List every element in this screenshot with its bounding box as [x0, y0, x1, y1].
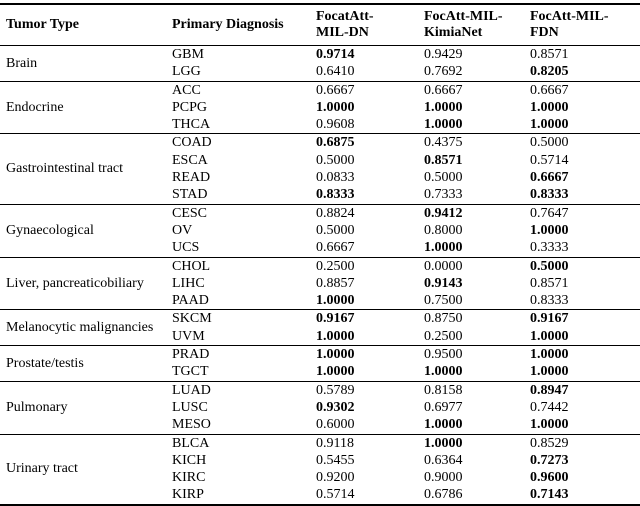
metric-value: 0.9118	[316, 434, 424, 452]
table-header	[0, 4, 640, 46]
metric-value: 1.0000	[530, 99, 569, 115]
tumor-type-label: Endocrine	[0, 81, 172, 134]
metric-value: 1.0000	[424, 434, 530, 452]
diagnosis-label: LIHC	[172, 275, 205, 291]
metric-value: 0.6000	[316, 417, 355, 433]
col-header-model3-line2: FDN	[530, 25, 559, 40]
metric-value: 0.8205	[530, 64, 569, 80]
metric-value: 1.0000	[530, 328, 569, 344]
diagnosis-label: KIRC	[172, 470, 206, 486]
metric-value: 0.9412	[424, 204, 530, 222]
col-header-focatt-mil-fdn	[530, 4, 640, 46]
metric-value: 1.0000	[316, 99, 355, 115]
metric-value: 0.5000	[316, 152, 355, 168]
metric-value: 0.5000	[316, 222, 355, 238]
metric-value: 1.0000	[530, 417, 569, 433]
col-header-model2-line1: FocAtt-MIL-	[424, 9, 503, 24]
metric-value: 0.6977	[424, 399, 463, 415]
col-header-tumor-type	[0, 4, 172, 46]
metric-value: 1.0000	[424, 240, 463, 256]
metric-value: 1.0000	[424, 99, 463, 115]
metric-value: 1.0000	[530, 346, 640, 364]
diagnosis-label: MESO	[172, 417, 211, 433]
metric-value: 0.5455	[316, 452, 355, 468]
metric-value: 0.9167	[530, 310, 640, 328]
metric-value: 0.8529	[530, 434, 640, 452]
metric-value: 0.5789	[316, 381, 424, 399]
metric-value: 0.8571	[530, 47, 569, 62]
metric-value: 0.8857	[316, 275, 355, 291]
metric-value: 0.7442	[530, 399, 569, 415]
tumor-type-label: Gastrointestinal tract	[0, 134, 172, 204]
metric-value: 0.8158	[424, 381, 530, 399]
metric-value: 1.0000	[316, 293, 355, 309]
diagnosis-label: PCPG	[172, 99, 208, 115]
table-row	[0, 434, 640, 452]
metric-value: 0.7692	[424, 64, 463, 80]
diagnosis-label: TGCT	[172, 364, 209, 380]
table-row	[0, 381, 640, 399]
tumor-type-label: Urinary tract	[0, 434, 172, 505]
metric-value: 0.6667	[316, 81, 424, 99]
metric-value: 0.0833	[316, 170, 355, 186]
metric-value: 0.8750	[424, 310, 530, 328]
metric-value: 1.0000	[316, 328, 355, 344]
metric-value: 0.9200	[316, 470, 355, 486]
metric-value: 0.4375	[424, 134, 530, 152]
diagnosis-label: READ	[172, 170, 211, 186]
col-header-primary-diagnosis-label: Primary Diagnosis	[172, 17, 284, 32]
metric-value: 0.2500	[316, 257, 424, 275]
metric-value: 0.6667	[424, 81, 530, 99]
diagnosis-label: PRAD	[172, 346, 316, 364]
diagnosis-label: UCS	[172, 240, 200, 256]
metric-value: 0.5000	[530, 257, 640, 275]
metric-value: 0.6786	[424, 487, 463, 503]
metric-value: 0.8000	[424, 222, 463, 238]
metric-value: 0.9714	[316, 47, 355, 62]
col-header-primary-diagnosis	[172, 4, 316, 46]
diagnosis-label: LUSC	[172, 399, 208, 415]
table-row	[0, 204, 640, 222]
metric-value: 0.8333	[530, 293, 569, 309]
diagnosis-label: COAD	[172, 134, 316, 152]
metric-value: 0.7143	[530, 487, 569, 503]
metric-value: 0.8947	[530, 381, 640, 399]
diagnosis-label: LUAD	[172, 381, 316, 399]
metric-value: 0.8333	[316, 187, 355, 203]
diagnosis-label: CESC	[172, 204, 316, 222]
metric-value: 0.5714	[316, 487, 355, 503]
diagnosis-label: PAAD	[172, 293, 209, 309]
col-header-focatatt-mil-dn	[316, 4, 424, 46]
metric-value: 0.8571	[424, 152, 463, 168]
metric-value: 0.3333	[530, 240, 569, 256]
diagnosis-label: CHOL	[172, 257, 316, 275]
metric-value: 0.6667	[530, 81, 640, 99]
col-header-model3-line1: FocAtt-MIL-	[530, 9, 609, 24]
metric-value: 0.7647	[530, 204, 640, 222]
metric-value: 0.6667	[530, 170, 569, 186]
metric-value: 0.8824	[316, 204, 424, 222]
metric-value: 0.6667	[316, 240, 355, 256]
table-row	[0, 346, 640, 364]
diagnosis-label: KIRP	[172, 487, 204, 503]
metric-value: 1.0000	[424, 417, 463, 433]
metric-value: 0.0000	[424, 257, 530, 275]
diagnosis-label: KICH	[172, 452, 207, 468]
diagnosis-label: UVM	[172, 328, 205, 344]
metric-value: 0.9429	[424, 47, 463, 62]
metric-value: 0.7333	[424, 187, 463, 203]
results-table	[0, 3, 640, 506]
tumor-type-label: Gynaecological	[0, 204, 172, 257]
table-row	[0, 257, 640, 275]
tumor-type-label: Liver, pancreaticobiliary	[0, 257, 172, 310]
diagnosis-label: GBM	[172, 47, 204, 62]
metric-value: 1.0000	[424, 364, 463, 380]
metric-value: 1.0000	[424, 117, 463, 133]
diagnosis-label: ACC	[172, 81, 316, 99]
diagnosis-label: ESCA	[172, 152, 208, 168]
col-header-model1-line1: FocatAtt-	[316, 9, 374, 24]
table-row	[0, 81, 640, 99]
metric-value: 1.0000	[530, 117, 569, 133]
diagnosis-label: BLCA	[172, 434, 316, 452]
metric-value: 0.6364	[424, 452, 463, 468]
metric-value: 0.6410	[316, 64, 355, 80]
metric-value: 0.9600	[530, 470, 569, 486]
metric-value: 0.5000	[530, 134, 640, 152]
table-row	[0, 46, 640, 64]
metric-value: 0.9143	[424, 275, 463, 291]
metric-value: 0.9167	[316, 310, 424, 328]
diagnosis-label: THCA	[172, 117, 211, 133]
metric-value: 0.9500	[424, 346, 530, 364]
tumor-type-label: Prostate/testis	[0, 346, 172, 382]
metric-value: 1.0000	[316, 346, 424, 364]
diagnosis-label: OV	[172, 222, 193, 238]
col-header-focatt-mil-kimianet	[424, 4, 530, 46]
metric-value: 1.0000	[316, 364, 355, 380]
metric-value: 0.5714	[530, 152, 569, 168]
diagnosis-label: SKCM	[172, 310, 316, 328]
metric-value: 0.9000	[424, 470, 463, 486]
metric-value: 0.8333	[530, 187, 569, 203]
table-body	[0, 46, 640, 505]
metric-value: 0.7273	[530, 452, 569, 468]
metric-value: 0.9302	[316, 399, 355, 415]
tumor-type-label: Pulmonary	[0, 381, 172, 434]
table-row	[0, 134, 640, 152]
metric-value: 0.6875	[316, 134, 424, 152]
col-header-model2-line2: KimiaNet	[424, 25, 483, 40]
header-row	[0, 4, 640, 46]
metric-value: 0.8571	[530, 275, 569, 291]
metric-value: 0.9608	[316, 117, 355, 133]
metric-value: 0.7500	[424, 293, 463, 309]
metric-value: 0.5000	[424, 170, 463, 186]
metric-value: 1.0000	[530, 222, 569, 238]
diagnosis-label: LGG	[172, 64, 201, 80]
metric-value: 0.2500	[424, 328, 463, 344]
tumor-type-label: Melanocytic malignancies	[0, 310, 172, 346]
metric-value: 1.0000	[530, 364, 569, 380]
diagnosis-label: STAD	[172, 187, 208, 203]
col-header-model1-line2: MIL-DN	[316, 25, 369, 40]
table-row	[0, 310, 640, 328]
col-header-tumor-type-label: Tumor Type	[6, 17, 80, 32]
tumor-type-label: Brain	[6, 55, 38, 71]
